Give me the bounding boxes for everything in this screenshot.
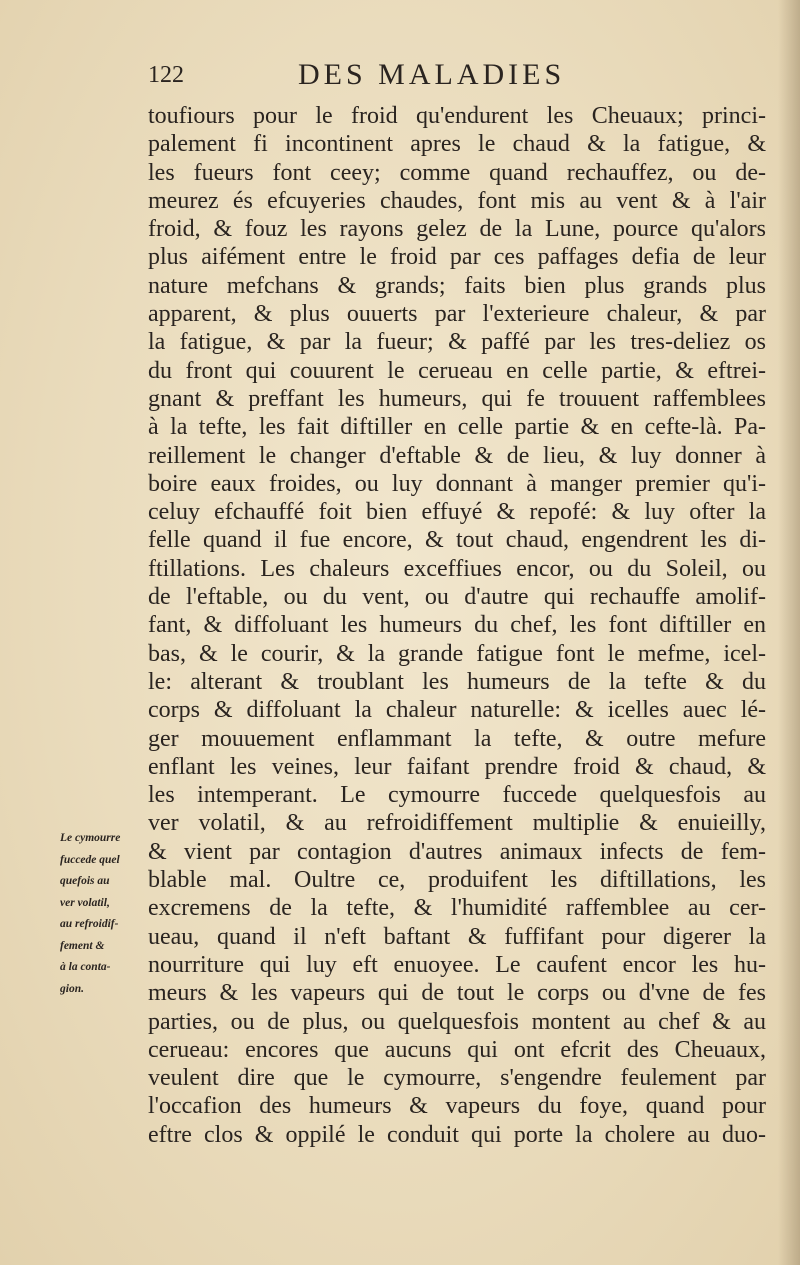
text-line: boire eaux froides, ou luy donnant à manger premier qu'i- [148,470,766,497]
text-line: nature mefchans & grands; faits bien plus grands plus [148,272,766,299]
text-line: les fueurs font ceey; comme quand rechauffez, ou de- [148,159,766,186]
margin-note-line: à la conta- [60,961,111,973]
text-line: celuy efchauffé foit bien effuyé & repofé: & luy ofter la [148,499,766,526]
text-line: du front qui couurent le cerueau en celle partie, & eftrei- [148,357,766,384]
text-line: ftillations. Les chaleurs exceffiues encor, ou du Soleil, ou [148,555,766,582]
text-line: froid, & fouz les rayons gelez de la Lune, pource qu'alors [148,216,766,243]
text-line: cerueau: encores que aucuns qui ont efcrit des Cheuaux, [148,1036,766,1063]
text-line: corps & diffoluant la chaleur naturelle: & icelles auec lé- [148,697,766,724]
text-line: palement fi incontinent apres le chaud & la fatigue, & [148,131,766,158]
text-line: & vient par contagion d'autres animaux infects de fem- [148,838,766,865]
text-line: ver volatil, & au refroidiffement multiplie & enuieilly, [148,810,766,837]
text-line: apparent, & plus ouuerts par l'exterieure chaleur, & par [148,301,766,328]
margin-note-line: fuccede quel [60,853,120,866]
text-line: ger mouuement enflammant la tefte, & outre mefure [148,725,766,752]
text-line: meurs & les vapeurs qui de tout le corps ou d'vne de fes [148,980,766,1007]
text-line: fant, & diffoluant les humeurs du chef, les font diftiller en [148,612,766,639]
text-line: enflant les veines, leur faifant prendre froid & chaud, & [148,753,766,780]
text-line: plus aifément entre le froid par ces paffages defia de leur [148,244,766,271]
running-title: DES MALADIES [298,58,566,91]
text-line: ueau, quand il n'eft baftant & fuffifant pour digerer la [148,923,766,950]
text-line: eftre clos & oppilé le conduit qui porte la cholere au duo- [148,1121,766,1148]
page-header [148,58,768,98]
text-line: l'occafion des humeurs & vapeurs du foye, quand pour [148,1093,766,1120]
text-line: excremens de la tefte, & l'humidité raffemblee au cer- [148,895,766,922]
text-line: les intemperant. Le cymourre fuccede quelquesfois au [148,782,766,809]
text-line: felle quand il fue encore, & tout chaud, engendrent les di- [148,527,766,554]
text-line: de l'eftable, ou du vent, ou d'autre qui rechauffe amolif- [148,584,766,611]
margin-note-line: ver volatil, [60,896,110,909]
text-line: veulent dire que le cymourre, s'engendre feulement par [148,1065,766,1092]
margin-note-line: au refroidif- [60,918,119,930]
margin-note-line: quefois au [60,875,110,887]
margin-note-line: Le cymourre [60,832,121,844]
margin-note-line: fement & [60,939,105,952]
text-line: parties, ou de plus, ou quelquesfois montent au chef & au [148,1008,766,1035]
text-line: blable mal. Oultre ce, produifent les diftillations, les [148,867,766,894]
text-line: bas, & le courir, & la grande fatigue font le mefme, icel- [148,640,766,667]
text-line: la fatigue, & par la fueur; & paffé par les tres-deliez os [148,329,766,356]
text-line: à la tefte, les fait diftiller en celle partie & en cefte-là. Pa- [148,414,766,441]
text-line: meurez és efcuyeries chaudes, font mis au vent & à l'air [148,187,766,214]
text-line: toufiours pour le froid qu'endurent les Cheuaux; princi- [148,103,766,129]
text-line: le: alterant & troublant les humeurs de la tefte & du [148,668,766,695]
page-number: 122 [148,62,184,88]
text-line: nourriture qui luy eft enuoyee. Le caufent encor les hu- [148,951,766,978]
margin-note [60,828,150,1000]
text-line: gnant & preffant les humeurs, qui fe trouuent raffemblees [148,385,766,412]
margin-note-line: gion. [60,982,84,995]
text-line: reillement le changer d'eftable & de lieu, & luy donner à [148,442,766,469]
body-text [148,102,766,1149]
